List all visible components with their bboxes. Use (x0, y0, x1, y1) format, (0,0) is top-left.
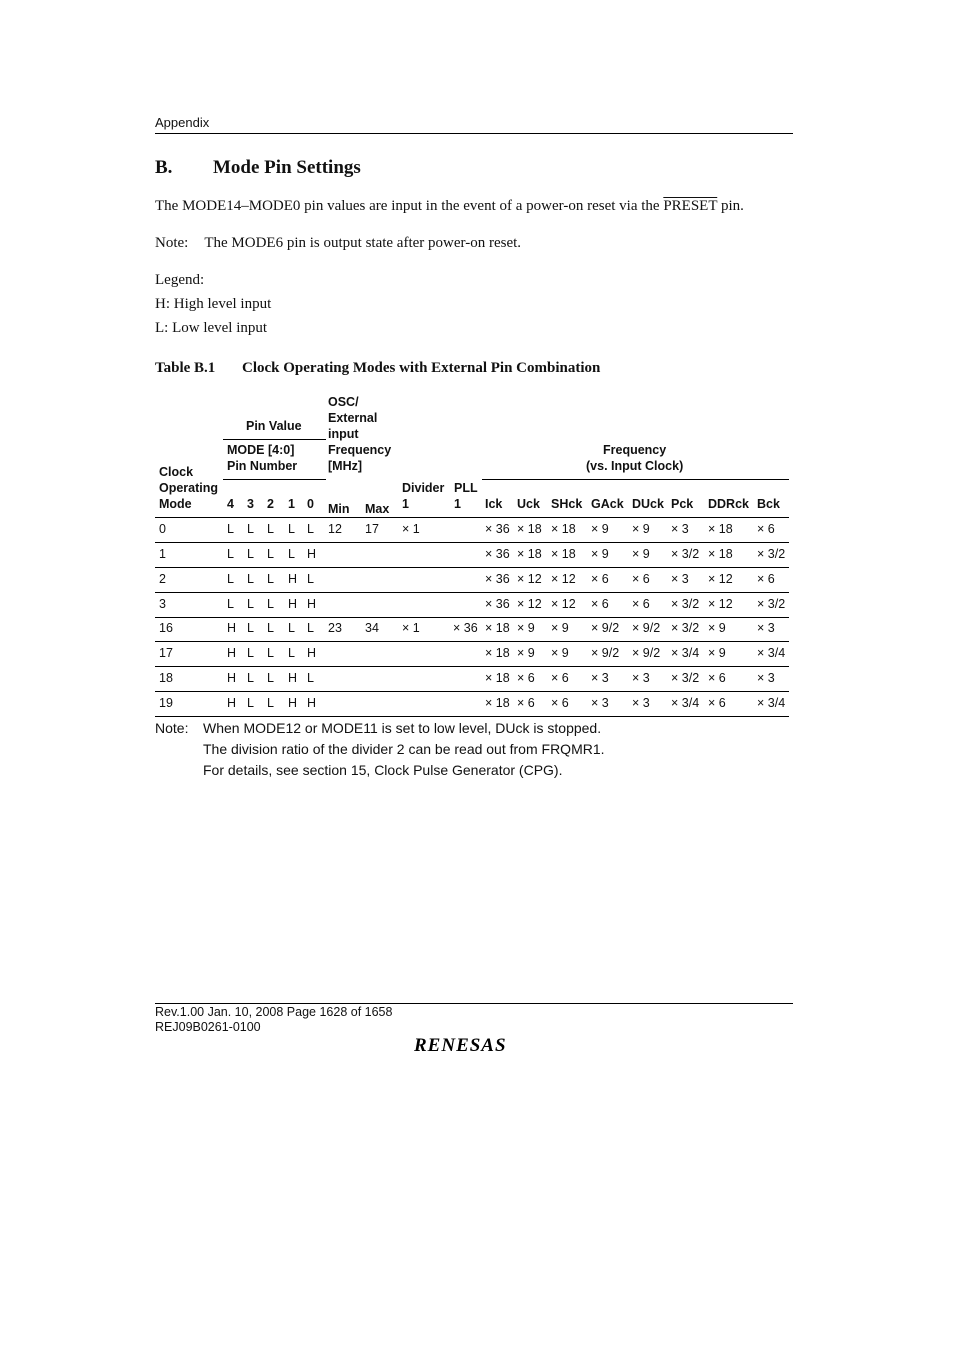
cell-pin: L (247, 522, 254, 536)
cell-ratio: × 9 (591, 522, 609, 536)
row-rule (155, 666, 789, 667)
cell-ratio: × 18 (485, 621, 510, 635)
cell-ratio: × 3 (757, 621, 775, 635)
cell-ratio: × 36 (485, 572, 510, 586)
cell-ratio: × 18 (708, 522, 733, 536)
cell-pin: L (267, 671, 274, 685)
cell-pin: L (227, 547, 234, 561)
row-rule (155, 641, 789, 642)
rule-pin-number (223, 479, 326, 480)
cell-ratio: × 3 (757, 671, 775, 685)
header-bit-4: 4 (227, 497, 234, 511)
header-pll-1: PLL (454, 481, 478, 495)
header-pin-number: Pin Number (227, 459, 298, 473)
cell-ratio: × 9 (708, 646, 726, 660)
header-osc-1: OSC/ (328, 395, 359, 409)
cell-pin: L (307, 572, 314, 586)
cell-ratio: × 18 (517, 547, 542, 561)
cell-max: 17 (365, 522, 379, 536)
cell-pin: H (227, 696, 237, 710)
header-min: Min (328, 502, 350, 516)
rule-header-bottom (155, 517, 789, 518)
cell-pin: L (288, 547, 295, 561)
cell-pin: L (267, 522, 274, 536)
header-clock-3: Mode (159, 497, 192, 511)
cell-pin: L (267, 597, 274, 611)
cell-pin: L (247, 621, 254, 635)
rule-pin-value (223, 439, 326, 440)
note-line-2: The division ratio of the divider 2 can be read out from FRQMR1. (203, 741, 605, 757)
cell-pin: L (247, 547, 254, 561)
cell-ratio: × 6 (757, 572, 775, 586)
cell-ratio: × 18 (517, 522, 542, 536)
cell-pin: L (247, 646, 254, 660)
cell-pin: L (247, 671, 254, 685)
cell-ratio: × 3/4 (671, 696, 700, 710)
cell-pin: L (227, 522, 234, 536)
header-pck: Pck (671, 497, 694, 511)
cell-pin: H (307, 696, 317, 710)
row-rule (155, 542, 789, 543)
cell-mode: 18 (159, 671, 173, 685)
cell-ratio: × 3/4 (671, 646, 700, 660)
legend-title: Legend: (155, 272, 205, 288)
note-line-3: For details, see section 15, Clock Pulse Generator (CPG). (203, 762, 563, 778)
cell-ratio: × 36 (485, 597, 510, 611)
cell-pin: L (307, 522, 314, 536)
cell-ratio: × 6 (632, 597, 650, 611)
cell-pin: L (288, 522, 295, 536)
cell-pin: H (288, 597, 298, 611)
cell-ratio: × 9/2 (591, 646, 620, 660)
header-osc-4: Frequency (328, 443, 392, 457)
header-bck: Bck (757, 497, 780, 511)
intro-text: The MODE14–MODE0 pin values are input in the event of a power-on reset via the (155, 198, 664, 214)
cell-ratio: × 6 (708, 671, 726, 685)
cell-ratio: × 18 (485, 696, 510, 710)
cell-mode: 0 (159, 522, 166, 536)
cell-ratio: × 18 (485, 671, 510, 685)
cell-ratio: × 6 (757, 522, 775, 536)
cell-ratio: × 12 (517, 597, 542, 611)
clock-mode-table (155, 0, 789, 720)
header-gack: GAck (591, 497, 624, 511)
cell-max: 34 (365, 621, 379, 635)
header-pin-value: Pin Value (246, 419, 302, 433)
cell-pin: L (288, 646, 295, 660)
header-shck: SHck (551, 497, 583, 511)
cell-pin: L (288, 621, 295, 635)
renesas-logo-text: RENESAS (414, 1035, 507, 1056)
cell-pin: H (288, 696, 298, 710)
cell-ratio: × 3 (632, 671, 650, 685)
header-bit-2: 2 (267, 497, 274, 511)
notes-label: Note: (155, 720, 189, 736)
cell-divider: × 1 (402, 522, 420, 536)
row-rule (155, 592, 789, 593)
cell-ratio: × 9/2 (632, 621, 661, 635)
footer-doc-number: REJ09B0261-0100 (155, 1020, 261, 1034)
header-bit-0: 0 (307, 497, 314, 511)
cell-pin: L (247, 597, 254, 611)
cell-ratio: × 6 (591, 597, 609, 611)
cell-ratio: × 3/2 (671, 671, 700, 685)
row-rule (155, 617, 789, 618)
header-ick: Ick (485, 497, 503, 511)
cell-ratio: × 9 (517, 621, 535, 635)
running-header: Appendix (155, 115, 210, 130)
header-bit-1: 1 (288, 497, 295, 511)
cell-ratio: × 9 (591, 547, 609, 561)
header-clock-2: Operating (159, 481, 219, 495)
header-uck: Uck (517, 497, 540, 511)
cell-ratio: × 3 (671, 572, 689, 586)
cell-pin: H (307, 547, 317, 561)
header-osc-3: input (328, 427, 359, 441)
cell-pin: L (227, 572, 234, 586)
cell-ratio: × 12 (517, 572, 542, 586)
cell-ratio: × 18 (708, 547, 733, 561)
header-frequency: Frequency (603, 443, 667, 457)
header-divider-2: 1 (402, 497, 409, 511)
rule-table-bottom (155, 716, 789, 717)
header-max: Max (365, 502, 390, 516)
cell-min: 12 (328, 522, 342, 536)
cell-pin: H (227, 621, 237, 635)
cell-pin: H (307, 597, 317, 611)
header-mode-pins: MODE [4:0] (227, 443, 295, 457)
cell-mode: 16 (159, 621, 173, 635)
cell-ratio: × 6 (708, 696, 726, 710)
cell-ratio: × 3/4 (757, 646, 786, 660)
cell-ratio: × 6 (632, 572, 650, 586)
legend-low: L: Low level input (155, 320, 268, 336)
header-duck: DUck (632, 497, 664, 511)
cell-ratio: × 6 (517, 671, 535, 685)
cell-pin: L (307, 621, 314, 635)
header-clock-1: Clock (159, 465, 194, 479)
row-rule (155, 691, 789, 692)
rule-frequency (482, 479, 789, 480)
cell-pll: × 36 (453, 621, 478, 635)
cell-ratio: × 6 (551, 671, 569, 685)
cell-min: 23 (328, 621, 342, 635)
cell-ratio: × 3 (591, 671, 609, 685)
cell-ratio: × 9 (551, 621, 569, 635)
cell-mode: 2 (159, 572, 166, 586)
table-notes (155, 718, 605, 781)
header-osc-2: External (328, 411, 378, 425)
cell-ratio: × 18 (485, 646, 510, 660)
cell-ratio: × 6 (591, 572, 609, 586)
cell-pin: L (307, 671, 314, 685)
cell-ratio: × 12 (708, 572, 733, 586)
cell-ratio: × 3 (671, 522, 689, 536)
cell-divider: × 1 (402, 621, 420, 635)
legend-high: H: High level input (155, 296, 272, 312)
note-line-1 (155, 718, 605, 739)
cell-ratio: × 9 (708, 621, 726, 635)
cell-pin: L (247, 572, 254, 586)
table-title: Clock Operating Modes with External Pin Combination (242, 360, 601, 376)
cell-ratio: × 18 (551, 547, 576, 561)
note-text: The MODE6 pin is output state after power-on reset. (204, 235, 522, 251)
cell-ratio: × 3/2 (671, 621, 700, 635)
header-divider-1: Divider (402, 481, 445, 495)
cell-ratio: × 6 (551, 696, 569, 710)
cell-ratio: × 9/2 (591, 621, 620, 635)
header-osc-5: [MHz] (328, 459, 363, 473)
note-text-1: When MODE12 or MODE11 is set to low level, DUck is stopped. (203, 720, 602, 736)
footer-revision: Rev.1.00 Jan. 10, 2008 Page 1628 of 1658 (155, 1005, 393, 1019)
cell-ratio: × 12 (551, 572, 576, 586)
cell-pin: H (288, 671, 298, 685)
cell-ratio: × 3/4 (757, 696, 786, 710)
footer-rule (155, 1003, 793, 1004)
cell-ratio: × 9 (517, 646, 535, 660)
note-label: Note: (155, 235, 189, 251)
cell-ratio: × 3/2 (757, 597, 786, 611)
header-ddrck: DDRck (708, 497, 749, 511)
cell-mode: 17 (159, 646, 173, 660)
cell-pin: L (267, 696, 274, 710)
cell-ratio: × 9 (632, 547, 650, 561)
cell-ratio: × 36 (485, 522, 510, 536)
cell-pin: H (307, 646, 317, 660)
cell-ratio: × 3/2 (757, 547, 786, 561)
cell-ratio: × 3/2 (671, 597, 700, 611)
cell-pin: L (267, 547, 274, 561)
section-number: B. (155, 157, 173, 178)
renesas-logo (412, 1034, 534, 1056)
cell-pin: H (227, 671, 237, 685)
section-heading: Mode Pin Settings (213, 157, 361, 178)
cell-mode: 3 (159, 597, 166, 611)
intro-text-end: pin. (717, 198, 744, 214)
cell-pin: H (288, 572, 298, 586)
cell-ratio: × 36 (485, 547, 510, 561)
cell-mode: 1 (159, 547, 166, 561)
cell-ratio: × 3/2 (671, 547, 700, 561)
row-rule (155, 567, 789, 568)
cell-pin: L (267, 646, 274, 660)
cell-mode: 19 (159, 696, 173, 710)
header-vs-input-clock: (vs. Input Clock) (586, 459, 684, 473)
cell-ratio: × 3 (632, 696, 650, 710)
cell-ratio: × 6 (517, 696, 535, 710)
cell-ratio: × 3 (591, 696, 609, 710)
preset-signal: PRESET (663, 198, 718, 214)
cell-pin: L (267, 621, 274, 635)
cell-ratio: × 18 (551, 522, 576, 536)
cell-ratio: × 12 (708, 597, 733, 611)
header-bit-3: 3 (247, 497, 254, 511)
cell-ratio: × 9/2 (632, 646, 661, 660)
cell-ratio: × 12 (551, 597, 576, 611)
cell-pin: H (227, 646, 237, 660)
cell-ratio: × 9 (551, 646, 569, 660)
cell-ratio: × 9 (632, 522, 650, 536)
table-number: Table B.1 (155, 360, 216, 376)
cell-pin: L (227, 597, 234, 611)
cell-pin: L (247, 696, 254, 710)
header-pll-2: 1 (454, 497, 461, 511)
cell-pin: L (267, 572, 274, 586)
